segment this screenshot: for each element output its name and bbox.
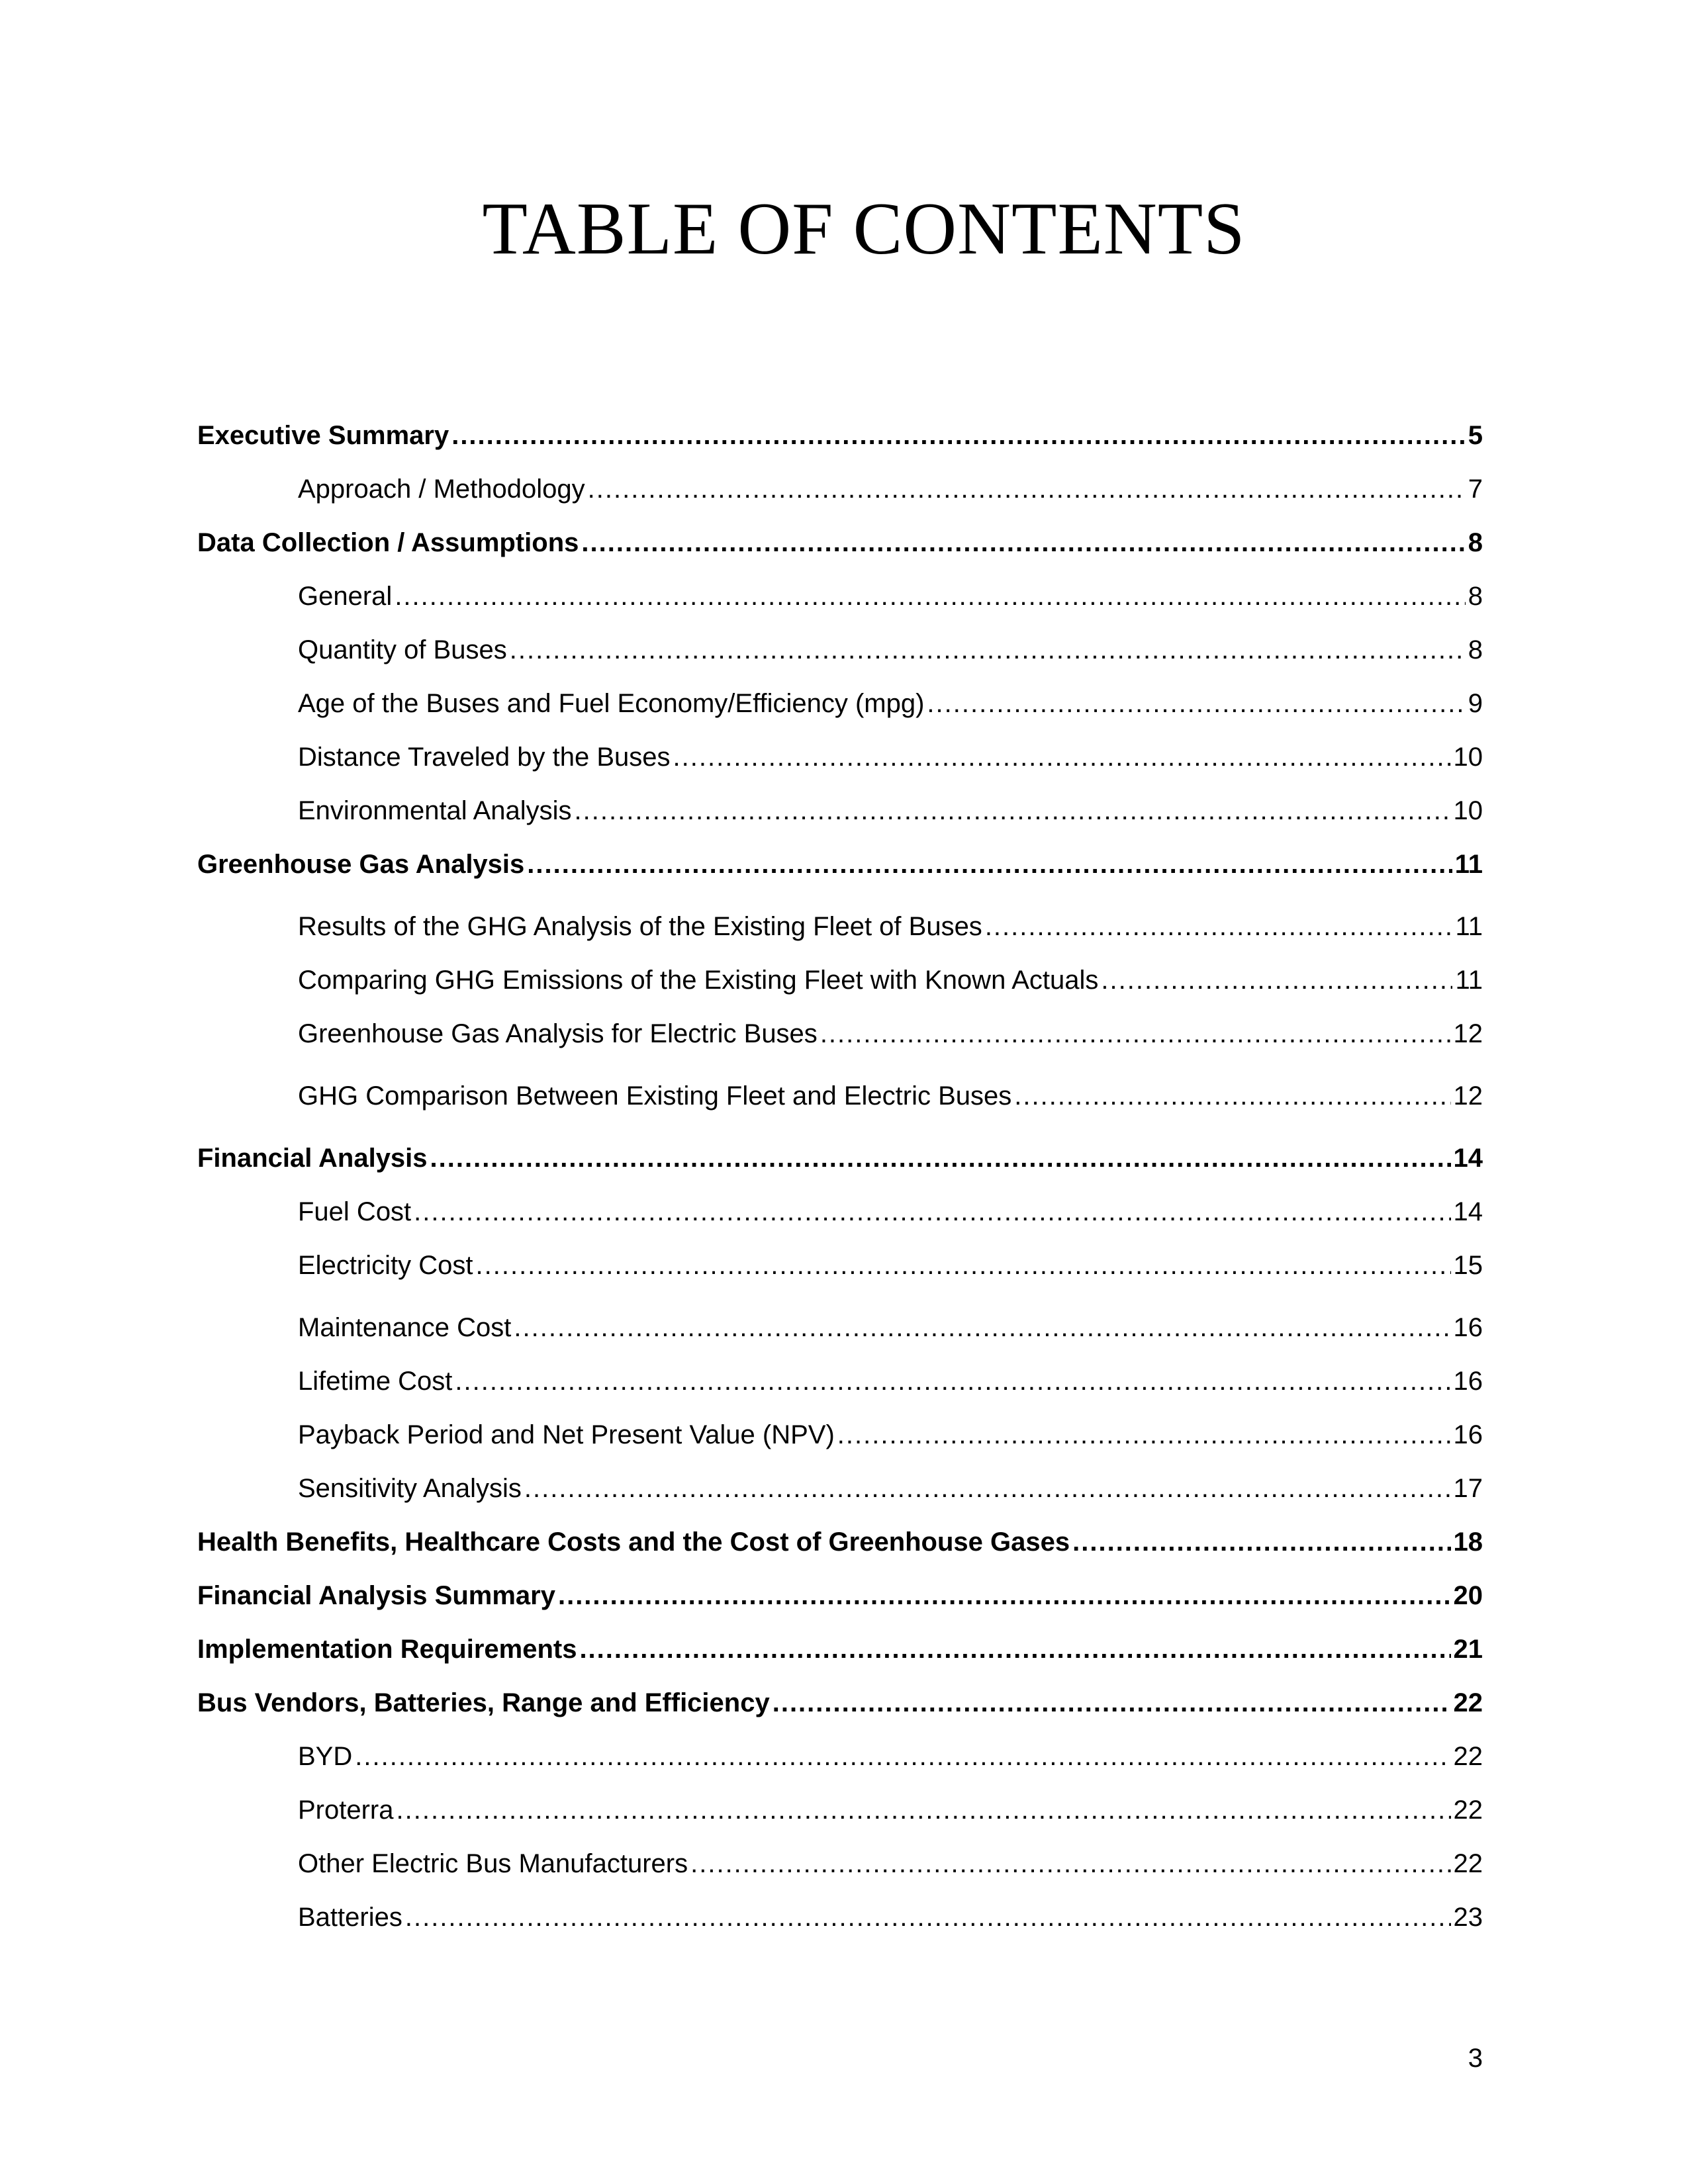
toc-entry-page: 22 bbox=[1453, 1742, 1483, 1771]
dot-leader bbox=[985, 900, 1453, 954]
toc-entry[interactable] bbox=[197, 1676, 1483, 1730]
dot-leader bbox=[575, 784, 1451, 838]
dot-leader bbox=[527, 838, 1452, 891]
toc-entry-page: 20 bbox=[1453, 1581, 1483, 1610]
dot-leader bbox=[690, 1837, 1450, 1891]
toc-entry-label: Approach / Methodology bbox=[298, 475, 585, 504]
dot-leader bbox=[405, 1891, 1451, 1944]
toc-entry-label: Age of the Buses and Fuel Economy/Efficiency (mpg) bbox=[298, 689, 925, 718]
dot-leader bbox=[820, 1007, 1451, 1061]
toc-entry[interactable] bbox=[197, 1132, 1483, 1185]
toc-entry-page: 8 bbox=[1468, 635, 1483, 664]
toc-entry-page: 22 bbox=[1453, 1796, 1483, 1825]
dot-leader bbox=[397, 1784, 1451, 1837]
dot-leader bbox=[430, 1132, 1451, 1185]
page-number: 3 bbox=[1468, 2044, 1483, 2073]
toc-entry-page: 11 bbox=[1454, 850, 1483, 879]
toc-entry-page: 14 bbox=[1453, 1197, 1483, 1226]
dot-leader bbox=[476, 1239, 1451, 1293]
toc-entry-label: Lifetime Cost bbox=[298, 1367, 453, 1396]
dot-leader bbox=[451, 409, 1466, 463]
toc-entry-label: Electricity Cost bbox=[298, 1251, 473, 1280]
toc-entry[interactable] bbox=[197, 1891, 1483, 1944]
toc-entry-label: Executive Summary bbox=[197, 421, 449, 450]
toc-entry-label: Payback Period and Net Present Value (NPV) bbox=[298, 1420, 835, 1449]
toc-entry[interactable] bbox=[197, 1007, 1483, 1069]
toc-entry[interactable] bbox=[197, 1784, 1483, 1837]
toc-entry-page: 5 bbox=[1468, 421, 1483, 450]
toc-entry-label: Quantity of Buses bbox=[298, 635, 507, 664]
toc-entry-label: Other Electric Bus Manufacturers bbox=[298, 1849, 688, 1878]
dot-leader bbox=[1101, 954, 1452, 1007]
toc-entry[interactable] bbox=[197, 900, 1483, 954]
toc-entry-label: Sensitivity Analysis bbox=[298, 1474, 522, 1503]
toc-entry-page: 9 bbox=[1468, 689, 1483, 718]
toc-entry[interactable] bbox=[197, 570, 1483, 623]
toc-entry-page: 8 bbox=[1468, 528, 1483, 557]
toc-entry-label: Proterra bbox=[298, 1796, 394, 1825]
toc-entry[interactable] bbox=[197, 1355, 1483, 1408]
toc-entry[interactable] bbox=[197, 731, 1483, 784]
toc-entry-label: Results of the GHG Analysis of the Existing Fleet of Buses bbox=[298, 912, 982, 941]
toc-entry[interactable] bbox=[197, 1301, 1483, 1355]
toc-entry-label: Distance Traveled by the Buses bbox=[298, 743, 671, 772]
dot-leader bbox=[414, 1185, 1450, 1239]
toc-entry-label: Greenhouse Gas Analysis for Electric Buses bbox=[298, 1019, 818, 1048]
toc-entry[interactable] bbox=[197, 409, 1483, 463]
dot-leader bbox=[581, 516, 1465, 570]
toc-entry-label: Greenhouse Gas Analysis bbox=[197, 850, 525, 879]
toc-entry-page: 10 bbox=[1453, 796, 1483, 825]
toc-entry-page: 21 bbox=[1453, 1635, 1483, 1664]
toc-entry-label: Environmental Analysis bbox=[298, 796, 572, 825]
toc-entry[interactable] bbox=[197, 623, 1483, 677]
dot-leader bbox=[927, 677, 1465, 731]
toc-entry-page: 17 bbox=[1453, 1474, 1483, 1503]
toc-entry-page: 23 bbox=[1453, 1903, 1483, 1932]
toc-entry-label: Batteries bbox=[298, 1903, 402, 1932]
toc-entry-page: 16 bbox=[1453, 1420, 1483, 1449]
page-title: TABLE OF CONTENTS bbox=[482, 188, 1246, 270]
toc-entry-label: Maintenance Cost bbox=[298, 1313, 512, 1342]
dot-leader bbox=[1014, 1069, 1450, 1123]
table-of-contents bbox=[197, 409, 1483, 1944]
toc-entry-label: GHG Comparison Between Existing Fleet and Electric Buses bbox=[298, 1081, 1012, 1111]
dot-leader bbox=[673, 731, 1451, 784]
toc-entry[interactable] bbox=[197, 1069, 1483, 1132]
dot-leader bbox=[514, 1301, 1450, 1355]
toc-entry[interactable] bbox=[197, 1185, 1483, 1239]
dot-leader bbox=[837, 1408, 1451, 1462]
toc-entry-label: BYD bbox=[298, 1742, 353, 1771]
dot-leader bbox=[773, 1676, 1451, 1730]
toc-entry-page: 12 bbox=[1453, 1081, 1483, 1111]
toc-entry[interactable] bbox=[197, 784, 1483, 838]
toc-entry[interactable] bbox=[197, 677, 1483, 731]
dot-leader bbox=[395, 570, 1465, 623]
toc-entry-page: 15 bbox=[1453, 1251, 1483, 1280]
toc-entry-label: Financial Analysis Summary bbox=[197, 1581, 555, 1610]
toc-entry-page: 7 bbox=[1468, 475, 1483, 504]
toc-entry-label: Bus Vendors, Batteries, Range and Efficiency bbox=[197, 1688, 770, 1717]
dot-leader bbox=[355, 1730, 1450, 1784]
toc-entry[interactable] bbox=[197, 1239, 1483, 1301]
toc-entry-label: Fuel Cost bbox=[298, 1197, 412, 1226]
dot-leader bbox=[455, 1355, 1450, 1408]
toc-entry[interactable] bbox=[197, 1462, 1483, 1516]
toc-entry-page: 10 bbox=[1453, 743, 1483, 772]
dot-leader bbox=[524, 1462, 1451, 1516]
toc-entry-label: Implementation Requirements bbox=[197, 1635, 577, 1664]
toc-entry[interactable] bbox=[197, 1623, 1483, 1676]
toc-entry[interactable] bbox=[197, 516, 1483, 570]
toc-entry[interactable] bbox=[197, 1837, 1483, 1891]
toc-entry-page: 11 bbox=[1455, 912, 1483, 941]
toc-entry-page: 14 bbox=[1453, 1144, 1483, 1173]
dot-leader bbox=[579, 1623, 1450, 1676]
toc-entry-page: 22 bbox=[1453, 1688, 1483, 1717]
dot-leader bbox=[510, 623, 1466, 677]
toc-entry[interactable] bbox=[197, 1516, 1483, 1569]
toc-entry[interactable] bbox=[197, 838, 1483, 900]
toc-entry-label: Financial Analysis bbox=[197, 1144, 428, 1173]
toc-entry[interactable] bbox=[197, 1569, 1483, 1623]
toc-entry-label: Health Benefits, Healthcare Costs and the Cost of Greenhouse Gases bbox=[197, 1527, 1070, 1557]
toc-entry-label: General bbox=[298, 582, 393, 611]
dot-leader bbox=[1072, 1516, 1450, 1569]
toc-entry-page: 16 bbox=[1453, 1313, 1483, 1342]
dot-leader bbox=[588, 463, 1466, 516]
toc-entry-page: 18 bbox=[1453, 1527, 1483, 1557]
toc-entry-label: Comparing GHG Emissions of the Existing Fleet with Known Actuals bbox=[298, 966, 1099, 995]
toc-entry[interactable] bbox=[197, 1408, 1483, 1462]
toc-entry-page: 11 bbox=[1455, 966, 1483, 995]
toc-entry-label: Data Collection / Assumptions bbox=[197, 528, 579, 557]
toc-entry-page: 8 bbox=[1468, 582, 1483, 611]
toc-entry-page: 12 bbox=[1453, 1019, 1483, 1048]
toc-entry[interactable] bbox=[197, 954, 1483, 1007]
toc-entry[interactable] bbox=[197, 463, 1483, 516]
dot-leader bbox=[558, 1569, 1451, 1623]
toc-entry-page: 16 bbox=[1453, 1367, 1483, 1396]
toc-entry[interactable] bbox=[197, 1730, 1483, 1784]
toc-entry-page: 22 bbox=[1453, 1849, 1483, 1878]
